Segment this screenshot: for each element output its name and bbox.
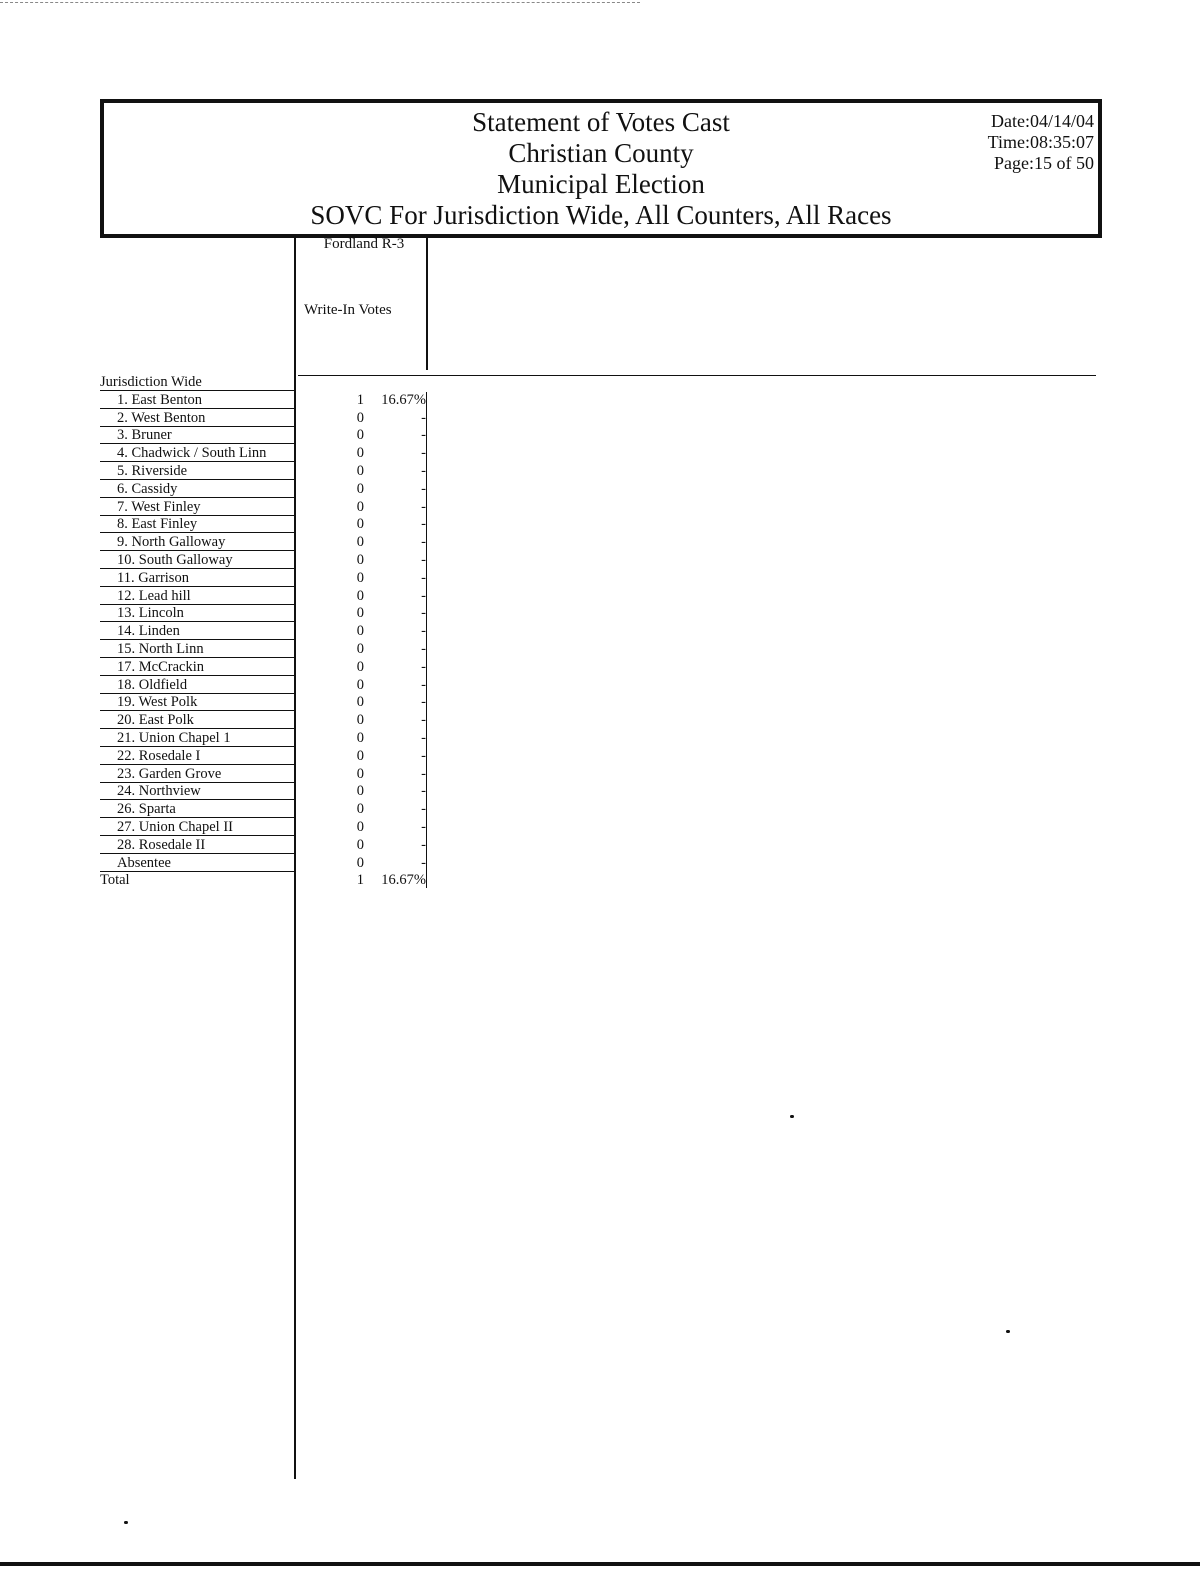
vote-count: 0 [356,427,364,444]
precinct-name: 24. Northview [100,783,296,800]
vote-count: 0 [356,783,364,800]
precinct-name: 3. Bruner [100,427,296,444]
table-row [100,766,440,784]
vote-count: 0 [356,658,364,675]
report-date: Date:04/14/04 [991,111,1094,131]
table-row [100,730,440,748]
precinct-name: 22. Rosedale I [100,748,296,765]
vote-count: 0 [356,694,364,711]
vote-percent: - [421,605,426,622]
report-time: Time:08:35:07 [987,132,1094,152]
table-row [100,801,440,819]
table-row [100,855,440,873]
vote-count: 0 [356,516,364,533]
vote-percent: - [421,765,426,782]
scan-speck [790,1115,794,1118]
precinct-name: 10. South Galloway [100,552,296,569]
total-votes: 1 [356,872,364,889]
choice-name: Write-In Votes [304,302,392,318]
vote-count: 0 [356,569,364,586]
precinct-name: 6. Cassidy [100,481,296,498]
precinct-name: 9. North Galloway [100,534,296,551]
vote-percent: - [421,783,426,800]
table-row [100,748,440,766]
scan-edge-top [0,2,640,3]
vote-percent: - [421,587,426,604]
precinct-name: 4. Chadwick / South Linn [100,445,296,462]
section-label: Jurisdiction Wide [100,374,296,391]
vote-percent: - [421,729,426,746]
table-row [100,623,440,641]
vote-count: 0 [356,712,364,729]
vote-count: 1 [356,391,364,408]
vote-percent: - [421,801,426,818]
vote-percent: - [421,694,426,711]
vote-count: 0 [356,729,364,746]
table-row [100,712,440,730]
report-title [104,107,1098,231]
scan-edge-bottom [0,1562,1200,1566]
precinct-name: 11. Garrison [100,570,296,587]
scan-speck [124,1521,128,1524]
precinct-name: 27. Union Chapel II [100,819,296,836]
precinct-name: 18. Oldfield [100,677,296,694]
precinct-name: 5. Riverside [100,463,296,480]
precinct-name: 7. West Finley [100,499,296,516]
vote-percent: - [421,836,426,853]
vote-count: 0 [356,640,364,657]
vote-count: 0 [356,480,364,497]
vote-percent: - [421,427,426,444]
vote-percent: - [421,712,426,729]
precinct-name: Absentee [100,855,296,872]
table-row [100,659,440,677]
vote-count: 0 [356,551,364,568]
vote-percent: - [421,480,426,497]
precinct-name: 28. Rosedale II [100,837,296,854]
precinct-name: 26. Sparta [100,801,296,818]
table-row [100,819,440,837]
vote-percent: - [421,569,426,586]
report-page: Page:15 of 50 [994,153,1094,173]
vote-percent: - [421,854,426,871]
vote-count: 0 [356,836,364,853]
title-line: Municipal Election [497,169,705,199]
table-row [100,445,440,463]
vote-percent: - [421,498,426,515]
vote-count: 0 [356,605,364,622]
table-row [100,534,440,552]
vote-percent: - [421,445,426,462]
vote-count: 0 [356,765,364,782]
precinct-name: 13. Lincoln [100,605,296,622]
vote-percent: - [421,747,426,764]
table-row [100,463,440,481]
precinct-name: 8. East Finley [100,516,296,533]
precinct-name: 15. North Linn [100,641,296,658]
scan-speck [1006,1330,1010,1333]
vote-percent: - [421,516,426,533]
report-header [100,99,1102,238]
vote-percent: - [421,551,426,568]
precinct-name: 19. West Polk [100,694,296,711]
precinct-name: 20. East Polk [100,712,296,729]
precinct-name: 23. Garden Grove [100,766,296,783]
title-line: Christian County [508,138,694,168]
vote-percent: - [421,409,426,426]
report-meta [988,111,1094,174]
vote-count: 0 [356,747,364,764]
table-row [100,481,440,499]
table-row [100,677,440,695]
total-label: Total [100,872,130,889]
column-divider [426,234,428,370]
precinct-rows [100,392,440,873]
vote-count: 0 [356,676,364,693]
table-row [100,552,440,570]
vote-percent: - [421,462,426,479]
table-row [100,410,440,428]
vote-count: 0 [356,534,364,551]
vote-percent: - [421,534,426,551]
table-row [100,694,440,712]
vote-count: 0 [356,801,364,818]
total-row [100,872,440,890]
vote-percent: 16.67% [381,391,426,408]
table-row [100,427,440,445]
vote-percent: - [421,658,426,675]
section-row [100,374,440,392]
vote-count: 0 [356,623,364,640]
vote-count: 0 [356,818,364,835]
table-row [100,641,440,659]
title-line: Statement of Votes Cast [472,107,730,137]
race-name: Fordland R-3 [323,236,405,252]
table-row [100,392,440,410]
table-row [100,605,440,623]
table-row [100,837,440,855]
vote-count: 0 [356,445,364,462]
table-row [100,588,440,606]
table-row [100,783,440,801]
precinct-name: 1. East Benton [100,392,296,409]
vote-count: 0 [356,587,364,604]
vote-count: 0 [356,409,364,426]
vote-count: 0 [356,462,364,479]
table-row [100,516,440,534]
vote-count: 0 [356,854,364,871]
vote-count: 0 [356,498,364,515]
table-row [100,499,440,517]
precinct-name: 2. West Benton [100,410,296,427]
table-row [100,570,440,588]
vote-percent: - [421,640,426,657]
vote-percent: - [421,818,426,835]
precinct-name: 14. Linden [100,623,296,640]
vote-table [100,374,440,890]
precinct-name: 21. Union Chapel 1 [100,730,296,747]
vote-percent: - [421,623,426,640]
total-percent: 16.67% [381,872,426,889]
vote-percent: - [421,676,426,693]
title-line: SOVC For Jurisdiction Wide, All Counters, All Races [310,200,892,230]
precinct-name: 17. McCrackin [100,659,296,676]
precinct-name: 12. Lead hill [100,588,296,605]
